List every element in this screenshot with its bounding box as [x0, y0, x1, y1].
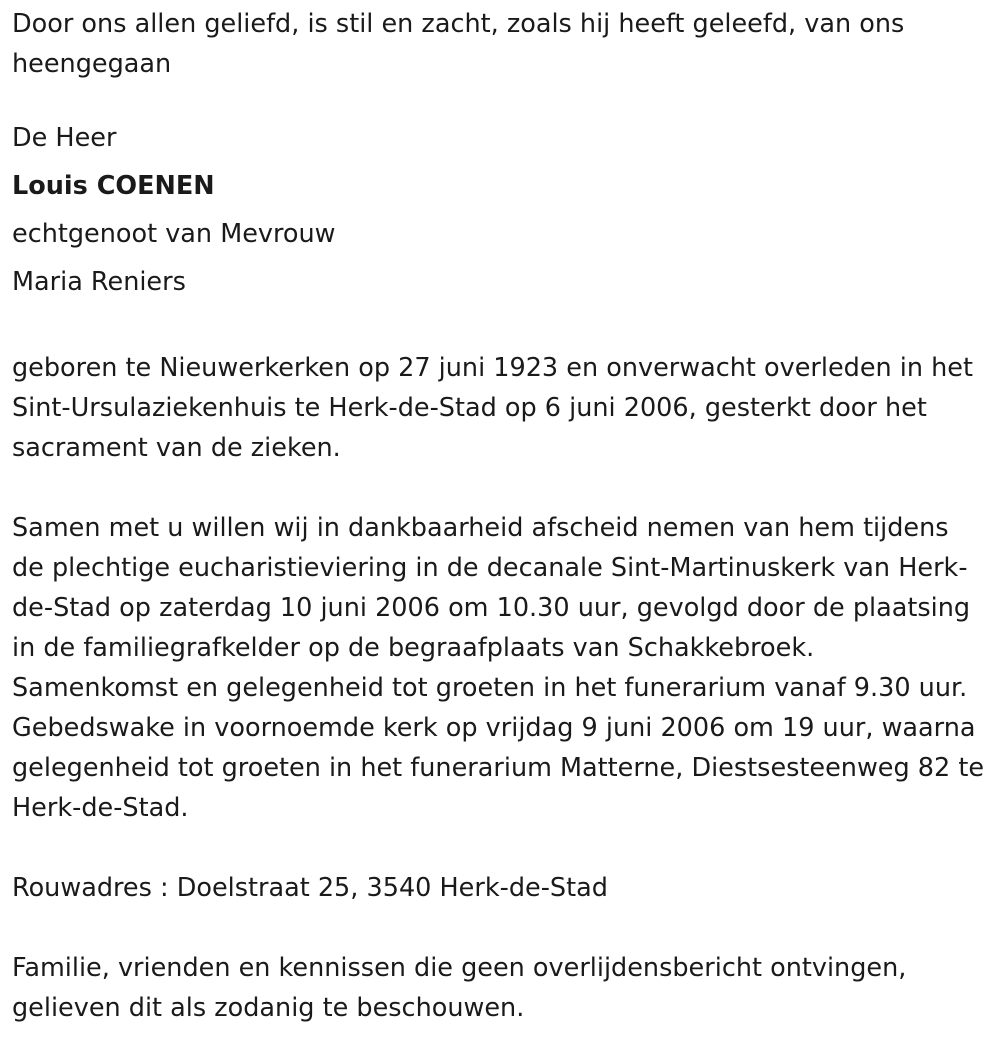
- title-prefix: De Heer: [12, 123, 117, 153]
- mourning-address: Rouwadres : Doelstraat 25, 3540 Herk-de-Stad: [12, 873, 608, 903]
- birth-death-paragraph: geboren te Nieuwerkerken op 27 juni 1923 en onverwacht overleden in het Sint-Ursulaziekenhuis te Herk-de-Stad op 6 juni 2006, gesterkt door het sacrament van de zieken.: [12, 353, 973, 463]
- spouse-name: Maria Reniers: [12, 267, 186, 297]
- deceased-header: [12, 114, 988, 306]
- deceased-name: Louis COENEN: [12, 171, 215, 201]
- closing-paragraph: Familie, vrienden en kennissen die geen overlijdensbericht ontvingen, gelieven dit als zodanig te beschouwen.: [12, 953, 907, 1023]
- ceremony-paragraph: Samen met u willen wij in dankbaarheid afscheid nemen van hem tijdens de plechtige eucharistieviering in de decanale Sint-Martinuskerk van Herk-de-Stad op zaterdag 10 juni 2006 om 10.30 uur, gevolgd door de plaatsing in de familiegrafkelder op de begraafplaats van Schakkebroek. Samenkomst en gelegenheid tot groeten in het funerarium vanaf 9.30 uur. Gebedswake in voornoemde kerk op vrijdag 9 juni 2006 om 19 uur, waarna gelegenheid tot groeten in het funerarium Matterne, Diestsesteenweg 82 te Herk-de-Stad.: [12, 513, 985, 823]
- intro-text: Door ons allen geliefd, is stil en zacht, zoals hij heeft geleefd, van ons heengegaan: [12, 9, 905, 79]
- relation-text: echtgenoot van Mevrouw: [12, 219, 336, 249]
